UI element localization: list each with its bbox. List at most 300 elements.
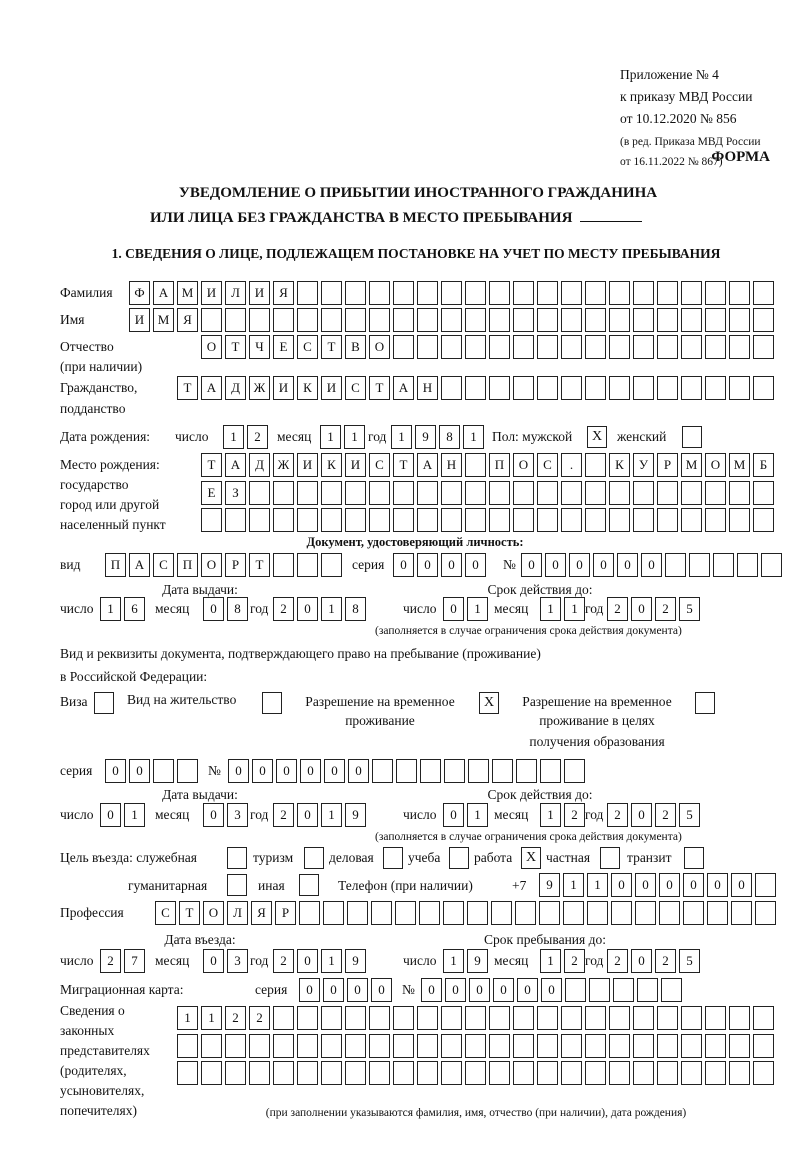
char-cell[interactable] [417,1061,438,1085]
char-cell[interactable]: 0 [521,553,542,577]
char-cell[interactable] [705,1034,726,1058]
char-cell[interactable] [465,453,486,477]
char-cell[interactable] [657,1034,678,1058]
char-cell[interactable] [249,1034,270,1058]
char-cell[interactable] [225,508,246,532]
char-cell[interactable]: М [177,281,198,305]
char-cell[interactable] [489,1034,510,1058]
char-cell[interactable]: 0 [545,553,566,577]
char-cell[interactable] [661,978,682,1002]
char-cell[interactable] [465,335,486,359]
char-cell[interactable] [729,335,750,359]
char-cell[interactable] [585,1034,606,1058]
char-cell[interactable] [465,508,486,532]
char-cell[interactable] [489,481,510,505]
char-cell[interactable] [489,335,510,359]
char-cell[interactable] [369,281,390,305]
char-cell[interactable] [633,335,654,359]
char-cell[interactable] [589,978,610,1002]
char-cell[interactable]: 1 [320,425,341,449]
char-cell[interactable]: П [105,553,126,577]
char-cell[interactable] [225,1061,246,1085]
char-cell[interactable] [345,1034,366,1058]
char-cell[interactable]: К [609,453,630,477]
char-cell[interactable]: О [203,901,224,925]
char-cell[interactable] [515,901,536,925]
char-cell[interactable]: 1 [540,949,561,973]
char-cell[interactable]: П [177,553,198,577]
char-cell[interactable] [681,308,702,332]
char-cell[interactable] [273,1034,294,1058]
char-cell[interactable] [633,281,654,305]
char-cell[interactable]: 0 [593,553,614,577]
char-cell[interactable]: 0 [228,759,249,783]
char-cell[interactable]: 0 [441,553,462,577]
char-cell[interactable] [420,759,441,783]
sex-female-checkbox[interactable] [682,426,702,448]
char-cell[interactable] [297,508,318,532]
char-cell[interactable] [755,901,776,925]
char-cell[interactable]: 0 [393,553,414,577]
char-cell[interactable]: Л [227,901,248,925]
char-cell[interactable]: К [321,453,342,477]
char-cell[interactable] [729,376,750,400]
char-cell[interactable] [417,481,438,505]
char-cell[interactable] [609,1061,630,1085]
char-cell[interactable] [537,1034,558,1058]
char-cell[interactable] [345,481,366,505]
char-cell[interactable] [321,481,342,505]
char-cell[interactable]: 1 [563,873,584,897]
char-cell[interactable] [273,308,294,332]
char-cell[interactable] [393,308,414,332]
char-cell[interactable]: Т [393,453,414,477]
char-cell[interactable] [417,335,438,359]
char-cell[interactable] [201,1034,222,1058]
char-cell[interactable] [729,508,750,532]
char-cell[interactable]: 2 [564,949,585,973]
char-cell[interactable]: 9 [467,949,488,973]
char-cell[interactable]: 1 [100,597,121,621]
char-cell[interactable]: Т [369,376,390,400]
char-cell[interactable] [444,759,465,783]
char-cell[interactable] [537,508,558,532]
char-cell[interactable] [249,308,270,332]
char-cell[interactable]: 0 [323,978,344,1002]
char-cell[interactable] [753,1006,774,1030]
char-cell[interactable] [489,308,510,332]
char-cell[interactable]: Я [177,308,198,332]
char-cell[interactable]: 0 [611,873,632,897]
char-cell[interactable] [681,508,702,532]
char-cell[interactable] [417,508,438,532]
char-cell[interactable] [369,1061,390,1085]
char-cell[interactable]: 0 [299,978,320,1002]
char-cell[interactable] [345,308,366,332]
char-cell[interactable]: Ж [249,376,270,400]
char-cell[interactable] [465,376,486,400]
char-cell[interactable] [609,481,630,505]
char-cell[interactable]: 2 [273,597,294,621]
char-cell[interactable] [561,308,582,332]
char-cell[interactable] [513,1061,534,1085]
char-cell[interactable] [465,1034,486,1058]
char-cell[interactable] [537,1006,558,1030]
char-cell[interactable]: К [297,376,318,400]
char-cell[interactable] [561,481,582,505]
char-cell[interactable]: 2 [655,803,676,827]
char-cell[interactable]: 0 [371,978,392,1002]
char-cell[interactable] [273,481,294,505]
char-cell[interactable]: 1 [344,425,365,449]
char-cell[interactable] [537,335,558,359]
char-cell[interactable] [396,759,417,783]
char-cell[interactable]: З [225,481,246,505]
char-cell[interactable] [729,1034,750,1058]
char-cell[interactable] [369,1006,390,1030]
char-cell[interactable] [441,1034,462,1058]
char-cell[interactable] [657,376,678,400]
char-cell[interactable] [657,281,678,305]
purpose-business-checkbox[interactable] [383,847,403,869]
char-cell[interactable] [657,1061,678,1085]
char-cell[interactable] [492,759,513,783]
char-cell[interactable] [633,308,654,332]
char-cell[interactable] [753,376,774,400]
char-cell[interactable]: 0 [707,873,728,897]
char-cell[interactable] [665,553,686,577]
char-cell[interactable] [729,281,750,305]
char-cell[interactable]: Я [251,901,272,925]
char-cell[interactable]: 0 [631,803,652,827]
char-cell[interactable] [659,901,680,925]
char-cell[interactable] [585,281,606,305]
char-cell[interactable] [633,1061,654,1085]
char-cell[interactable] [321,553,342,577]
char-cell[interactable]: Б [753,453,774,477]
char-cell[interactable]: 2 [607,803,628,827]
char-cell[interactable] [489,508,510,532]
char-cell[interactable] [609,1006,630,1030]
char-cell[interactable] [201,508,222,532]
char-cell[interactable] [153,759,174,783]
char-cell[interactable] [609,1034,630,1058]
char-cell[interactable]: 1 [321,597,342,621]
char-cell[interactable] [565,978,586,1002]
char-cell[interactable]: А [129,553,150,577]
char-cell[interactable] [417,281,438,305]
char-cell[interactable] [369,481,390,505]
char-cell[interactable]: 0 [324,759,345,783]
char-cell[interactable]: И [321,376,342,400]
char-cell[interactable] [753,481,774,505]
char-cell[interactable] [417,1034,438,1058]
char-cell[interactable] [177,759,198,783]
char-cell[interactable] [753,1061,774,1085]
char-cell[interactable]: 1 [321,803,342,827]
char-cell[interactable] [585,1006,606,1030]
char-cell[interactable] [347,901,368,925]
char-cell[interactable]: 7 [124,949,145,973]
char-cell[interactable] [737,553,758,577]
char-cell[interactable] [441,376,462,400]
char-cell[interactable]: 1 [321,949,342,973]
char-cell[interactable]: О [705,453,726,477]
char-cell[interactable] [705,308,726,332]
char-cell[interactable] [513,508,534,532]
char-cell[interactable] [681,1061,702,1085]
char-cell[interactable]: 3 [227,949,248,973]
char-cell[interactable]: О [369,335,390,359]
char-cell[interactable] [633,376,654,400]
char-cell[interactable]: Т [179,901,200,925]
char-cell[interactable] [273,1061,294,1085]
char-cell[interactable] [321,508,342,532]
char-cell[interactable]: 2 [655,949,676,973]
char-cell[interactable] [465,481,486,505]
char-cell[interactable] [657,308,678,332]
char-cell[interactable]: Д [249,453,270,477]
char-cell[interactable] [297,1034,318,1058]
char-cell[interactable]: Н [417,376,438,400]
char-cell[interactable] [489,1006,510,1030]
char-cell[interactable] [273,553,294,577]
char-cell[interactable] [753,1034,774,1058]
char-cell[interactable] [537,1061,558,1085]
char-cell[interactable] [681,281,702,305]
char-cell[interactable] [372,759,393,783]
char-cell[interactable] [657,508,678,532]
char-cell[interactable] [369,1034,390,1058]
char-cell[interactable] [491,901,512,925]
char-cell[interactable]: С [537,453,558,477]
char-cell[interactable] [441,335,462,359]
char-cell[interactable] [761,553,782,577]
char-cell[interactable]: 8 [227,597,248,621]
char-cell[interactable] [613,978,634,1002]
char-cell[interactable]: 0 [203,597,224,621]
char-cell[interactable]: 0 [445,978,466,1002]
char-cell[interactable] [729,481,750,505]
char-cell[interactable] [393,1006,414,1030]
char-cell[interactable]: В [345,335,366,359]
char-cell[interactable]: М [153,308,174,332]
char-cell[interactable]: 0 [731,873,752,897]
purpose-transit-checkbox[interactable] [684,847,704,869]
char-cell[interactable] [755,873,776,897]
char-cell[interactable] [299,901,320,925]
char-cell[interactable] [561,508,582,532]
char-cell[interactable] [561,1034,582,1058]
char-cell[interactable]: 9 [345,803,366,827]
char-cell[interactable] [513,376,534,400]
char-cell[interactable]: 0 [617,553,638,577]
char-cell[interactable] [561,1061,582,1085]
char-cell[interactable] [297,481,318,505]
char-cell[interactable] [540,759,561,783]
char-cell[interactable]: Л [225,281,246,305]
purpose-other-checkbox[interactable] [299,874,319,896]
purpose-study-checkbox[interactable] [449,847,469,869]
char-cell[interactable]: И [129,308,150,332]
char-cell[interactable] [537,376,558,400]
char-cell[interactable] [345,281,366,305]
char-cell[interactable]: 0 [635,873,656,897]
char-cell[interactable] [537,308,558,332]
char-cell[interactable]: 2 [249,1006,270,1030]
char-cell[interactable]: 9 [539,873,560,897]
char-cell[interactable]: С [297,335,318,359]
char-cell[interactable]: 2 [607,949,628,973]
char-cell[interactable]: 0 [631,949,652,973]
char-cell[interactable]: 2 [564,803,585,827]
char-cell[interactable] [729,1006,750,1030]
char-cell[interactable] [537,281,558,305]
char-cell[interactable]: 1 [391,425,412,449]
char-cell[interactable] [585,453,606,477]
char-cell[interactable] [465,308,486,332]
char-cell[interactable] [681,481,702,505]
char-cell[interactable]: 0 [641,553,662,577]
char-cell[interactable] [513,281,534,305]
char-cell[interactable]: 2 [607,597,628,621]
char-cell[interactable]: 0 [297,949,318,973]
char-cell[interactable]: 1 [467,803,488,827]
char-cell[interactable] [705,1006,726,1030]
char-cell[interactable] [369,508,390,532]
char-cell[interactable] [345,508,366,532]
char-cell[interactable] [681,376,702,400]
char-cell[interactable] [441,308,462,332]
char-cell[interactable] [609,335,630,359]
char-cell[interactable] [393,1034,414,1058]
char-cell[interactable]: 3 [227,803,248,827]
char-cell[interactable] [393,281,414,305]
char-cell[interactable]: И [297,453,318,477]
char-cell[interactable] [393,335,414,359]
char-cell[interactable]: Т [225,335,246,359]
char-cell[interactable]: А [153,281,174,305]
purpose-work-checkbox[interactable]: X [521,847,541,869]
char-cell[interactable] [611,901,632,925]
char-cell[interactable] [585,376,606,400]
char-cell[interactable] [707,901,728,925]
char-cell[interactable]: 0 [469,978,490,1002]
char-cell[interactable]: 5 [679,949,700,973]
char-cell[interactable] [516,759,537,783]
char-cell[interactable] [417,1006,438,1030]
char-cell[interactable]: 1 [564,597,585,621]
sex-male-checkbox[interactable]: X [587,426,607,448]
char-cell[interactable] [467,901,488,925]
char-cell[interactable] [297,281,318,305]
char-cell[interactable]: 0 [569,553,590,577]
char-cell[interactable] [609,308,630,332]
char-cell[interactable] [393,1061,414,1085]
char-cell[interactable]: Ж [273,453,294,477]
char-cell[interactable] [587,901,608,925]
char-cell[interactable]: У [633,453,654,477]
char-cell[interactable] [321,281,342,305]
char-cell[interactable]: Р [275,901,296,925]
char-cell[interactable] [443,901,464,925]
char-cell[interactable]: 9 [415,425,436,449]
char-cell[interactable]: П [489,453,510,477]
char-cell[interactable] [689,553,710,577]
char-cell[interactable]: 6 [124,597,145,621]
char-cell[interactable]: 1 [467,597,488,621]
char-cell[interactable] [321,1006,342,1030]
char-cell[interactable] [513,308,534,332]
char-cell[interactable] [729,1061,750,1085]
char-cell[interactable] [297,553,318,577]
char-cell[interactable]: 0 [443,803,464,827]
purpose-official-checkbox[interactable] [227,847,247,869]
char-cell[interactable]: 2 [273,803,294,827]
char-cell[interactable]: 0 [443,597,464,621]
char-cell[interactable]: 0 [203,803,224,827]
char-cell[interactable] [321,1034,342,1058]
char-cell[interactable] [705,1061,726,1085]
char-cell[interactable]: С [345,376,366,400]
char-cell[interactable]: 8 [345,597,366,621]
char-cell[interactable] [441,481,462,505]
char-cell[interactable]: А [225,453,246,477]
char-cell[interactable]: С [153,553,174,577]
char-cell[interactable]: 0 [252,759,273,783]
char-cell[interactable]: 2 [100,949,121,973]
char-cell[interactable] [609,281,630,305]
char-cell[interactable]: А [417,453,438,477]
char-cell[interactable] [561,1006,582,1030]
char-cell[interactable] [633,1006,654,1030]
char-cell[interactable] [683,901,704,925]
char-cell[interactable]: 0 [683,873,704,897]
char-cell[interactable] [681,1034,702,1058]
char-cell[interactable] [395,901,416,925]
char-cell[interactable] [753,308,774,332]
char-cell[interactable]: 0 [659,873,680,897]
char-cell[interactable]: 0 [203,949,224,973]
char-cell[interactable]: Ф [129,281,150,305]
char-cell[interactable] [345,1061,366,1085]
char-cell[interactable] [513,1034,534,1058]
char-cell[interactable]: А [201,376,222,400]
char-cell[interactable] [585,308,606,332]
char-cell[interactable]: С [155,901,176,925]
char-cell[interactable] [657,1006,678,1030]
char-cell[interactable]: 1 [587,873,608,897]
purpose-tourism-checkbox[interactable] [304,847,324,869]
char-cell[interactable]: Д [225,376,246,400]
char-cell[interactable] [249,508,270,532]
char-cell[interactable] [371,901,392,925]
char-cell[interactable]: М [681,453,702,477]
char-cell[interactable] [177,1061,198,1085]
char-cell[interactable] [635,901,656,925]
char-cell[interactable]: Т [177,376,198,400]
char-cell[interactable] [705,376,726,400]
char-cell[interactable]: 0 [129,759,150,783]
char-cell[interactable]: 1 [540,803,561,827]
char-cell[interactable]: Е [273,335,294,359]
char-cell[interactable] [465,1061,486,1085]
char-cell[interactable] [657,481,678,505]
char-cell[interactable]: 2 [273,949,294,973]
char-cell[interactable]: 2 [655,597,676,621]
char-cell[interactable] [441,1006,462,1030]
char-cell[interactable] [417,308,438,332]
